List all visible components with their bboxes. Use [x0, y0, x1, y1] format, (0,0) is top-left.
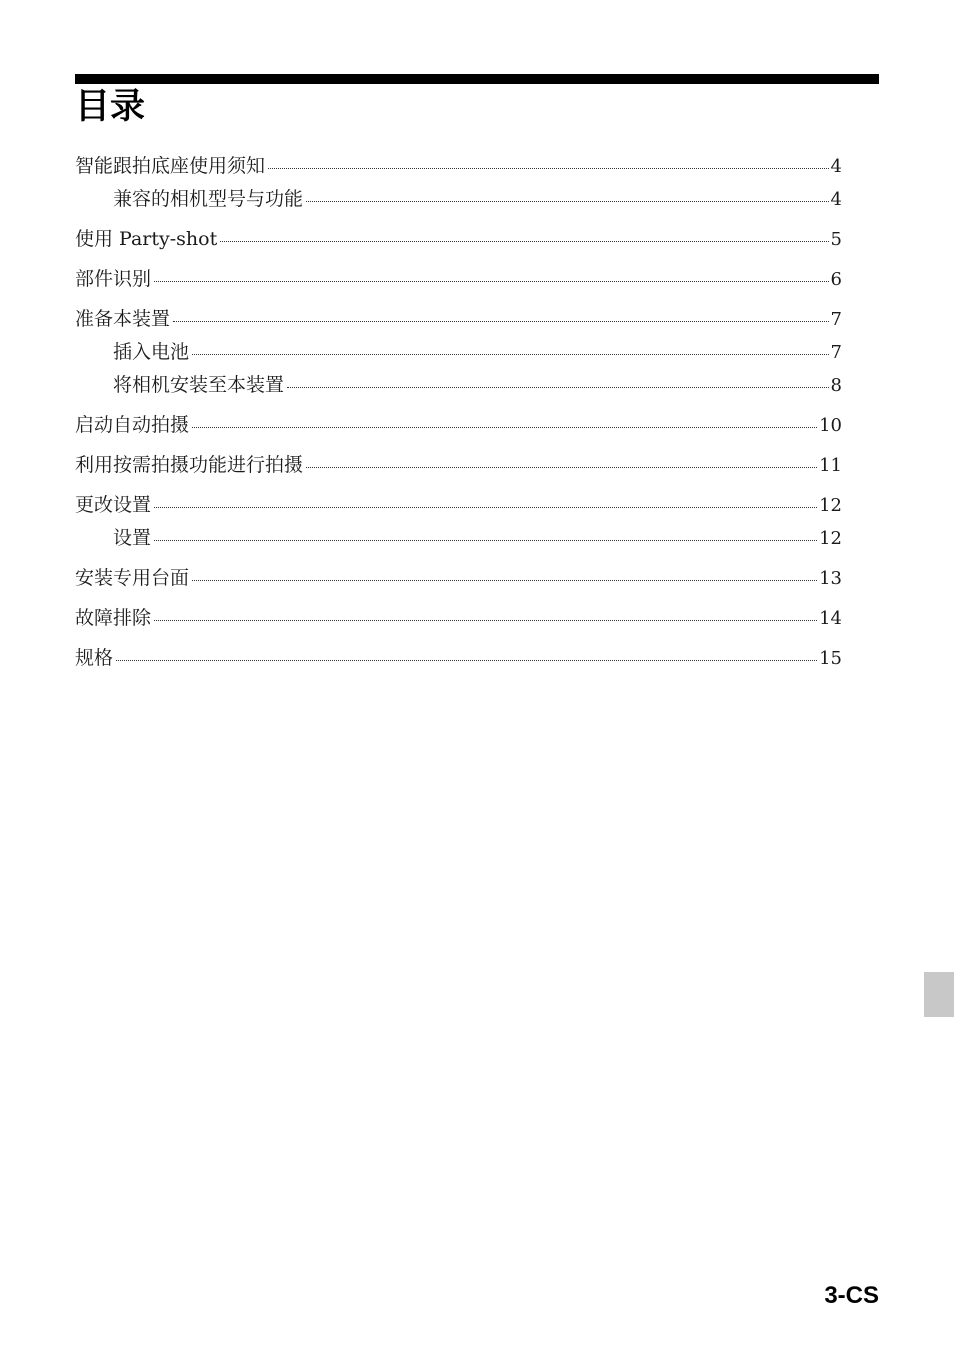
toc-entry-page: 8	[830, 375, 842, 396]
toc-leader-dots	[173, 321, 829, 322]
toc-entry-label: 插入电池	[113, 341, 190, 363]
toc-entry-page: 13	[819, 568, 842, 589]
toc-leader-dots	[306, 467, 817, 468]
toc-leader-dots	[306, 201, 829, 202]
toc-entry[interactable]	[75, 489, 842, 522]
toc-entry-page: 15	[819, 648, 842, 669]
toc-leader-dots	[220, 241, 828, 242]
toc-leader-dots	[287, 387, 829, 388]
toc-entry[interactable]	[75, 642, 842, 675]
toc-entry-label: 设置	[113, 527, 152, 549]
toc-entry-label: 兼容的相机型号与功能	[113, 188, 304, 210]
title-rule	[75, 74, 879, 84]
toc-entry-page: 11	[819, 455, 842, 476]
toc-entry-page: 10	[819, 415, 842, 436]
toc-entry-page: 5	[830, 229, 842, 250]
toc-leader-dots	[154, 540, 817, 541]
toc-entry[interactable]	[75, 602, 842, 635]
toc-entry-label: 准备本装置	[75, 308, 171, 330]
toc-subentry[interactable]	[75, 183, 842, 216]
toc-entry-label: 安装专用台面	[75, 567, 190, 589]
toc-leader-dots	[268, 168, 829, 169]
toc-entry[interactable]	[75, 303, 842, 336]
toc-leader-dots	[192, 580, 817, 581]
toc-entry[interactable]	[75, 150, 842, 183]
toc-entry-label: 利用按需拍摄功能进行拍摄	[75, 454, 304, 476]
toc-leader-dots	[154, 620, 817, 621]
toc-entry-page: 4	[830, 189, 842, 210]
toc-entry[interactable]	[75, 562, 842, 595]
toc-entry-label: 使用 Party-shot	[75, 228, 218, 250]
toc-entry-page: 12	[819, 528, 842, 549]
toc-entry[interactable]	[75, 449, 842, 482]
toc-entry-label: 将相机安装至本装置	[113, 374, 285, 396]
toc-entry-page: 4	[830, 156, 842, 177]
toc-subentry[interactable]	[75, 369, 842, 402]
section-thumb-tab	[924, 972, 954, 1017]
toc-subentry[interactable]	[75, 336, 842, 369]
toc-leader-dots	[192, 354, 829, 355]
toc-leader-dots	[154, 507, 817, 508]
toc-entry[interactable]	[75, 409, 842, 442]
table-of-contents	[75, 150, 842, 675]
toc-leader-dots	[192, 427, 817, 428]
toc-entry-page: 6	[830, 269, 842, 290]
toc-entry-label: 启动自动拍摄	[75, 414, 190, 436]
toc-leader-dots	[154, 281, 829, 282]
toc-entry[interactable]	[75, 223, 842, 256]
toc-entry-label: 智能跟拍底座使用须知	[75, 155, 266, 177]
toc-entry-label: 故障排除	[75, 607, 152, 629]
toc-entry-label: 规格	[75, 647, 114, 669]
toc-subentry[interactable]	[75, 522, 842, 555]
page-number: 3-CS	[824, 1282, 879, 1309]
toc-entry[interactable]	[75, 263, 842, 296]
toc-entry-page: 7	[830, 309, 842, 330]
toc-leader-dots	[116, 660, 817, 661]
toc-entry-label: 部件识别	[75, 268, 152, 290]
toc-entry-page: 7	[830, 342, 842, 363]
toc-entry-page: 12	[819, 495, 842, 516]
toc-entry-label: 更改设置	[75, 494, 152, 516]
page-title: 目录	[75, 87, 146, 127]
toc-entry-page: 14	[819, 608, 842, 629]
